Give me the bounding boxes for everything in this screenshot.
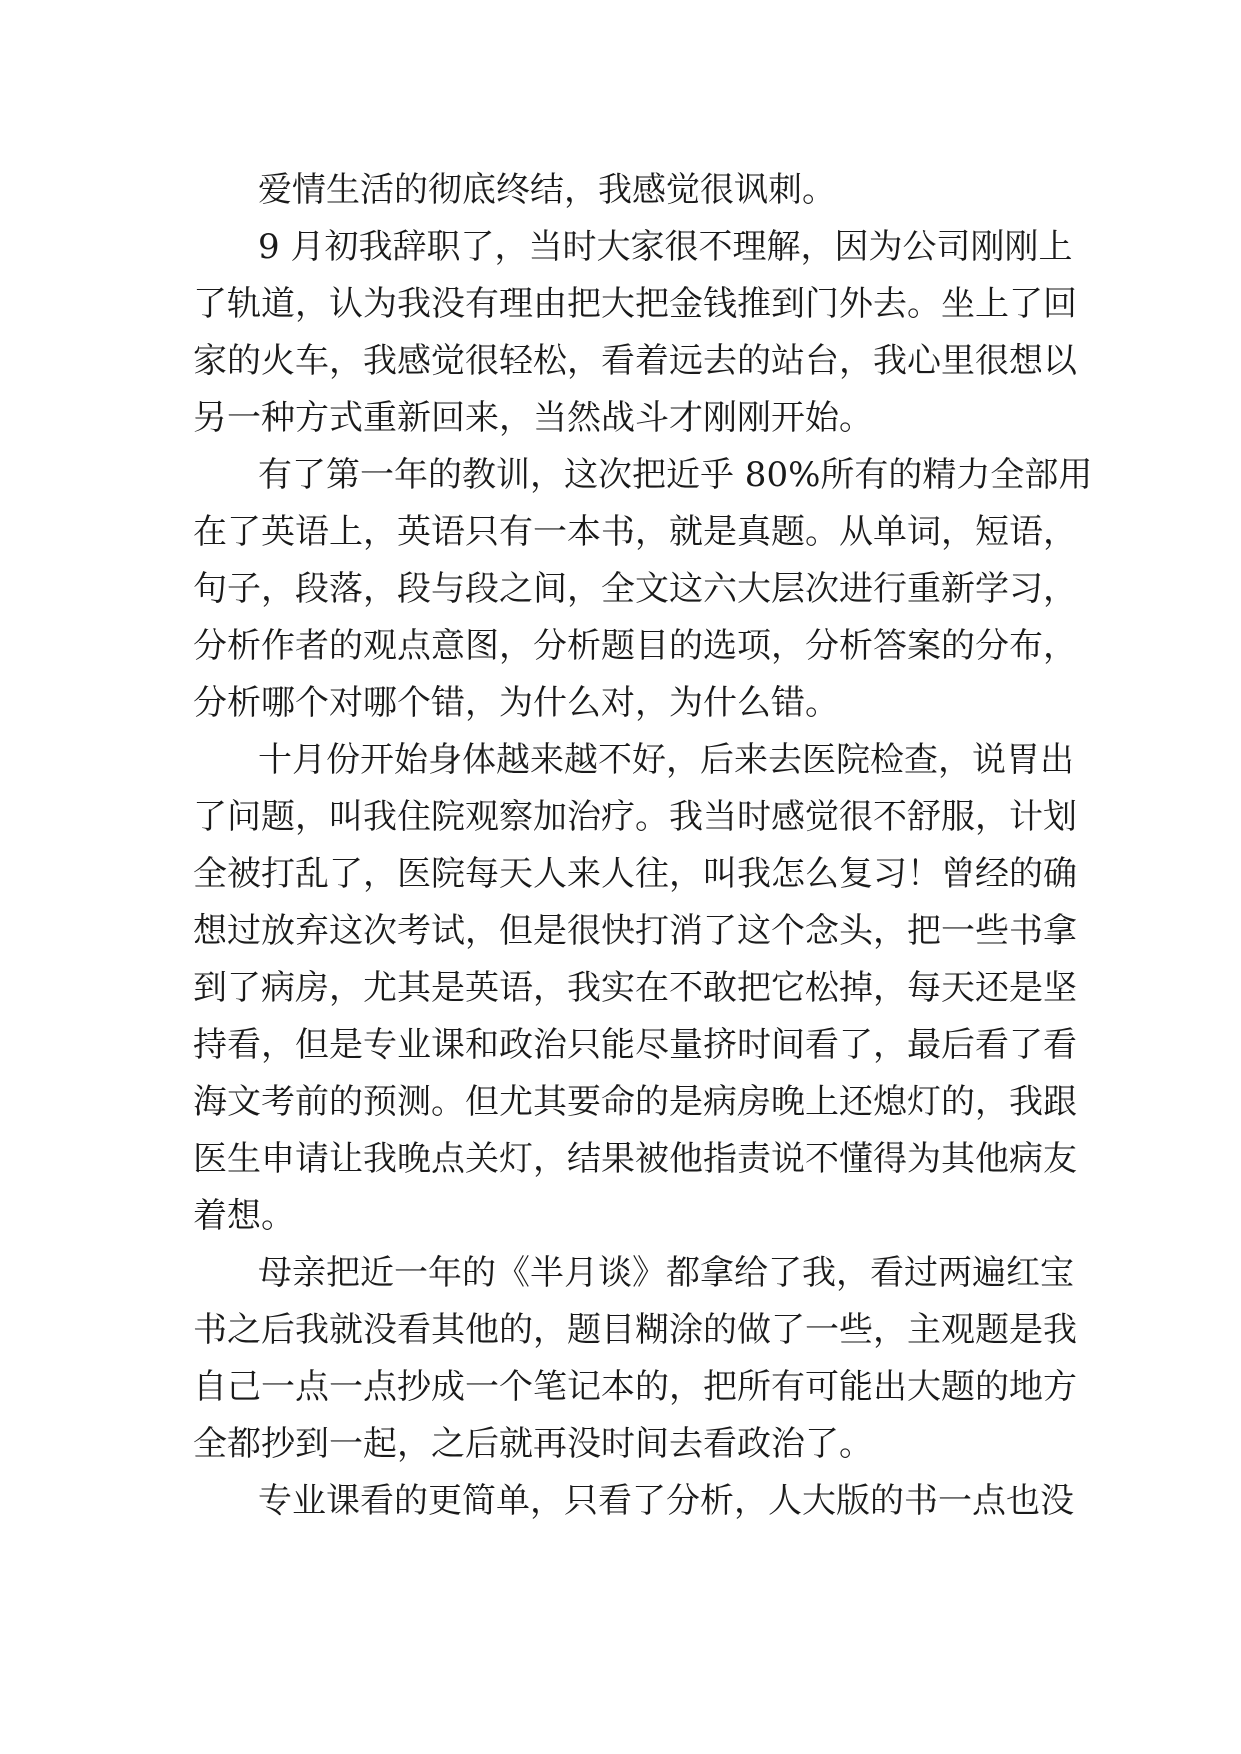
- text-line: 全都抄到一起，之后就再没时间去看政治了。: [193, 1424, 873, 1464]
- text-line: 医生申请让我晚点关灯，结果被他指责说不懂得为其他病友: [193, 1139, 1077, 1179]
- text-line: 专业课看的更简单，只看了分析，人大版的书一点也没: [258, 1481, 1074, 1521]
- text-line: 自己一点一点抄成一个笔记本的，把所有可能出大题的地方: [193, 1367, 1077, 1407]
- text-line: 母亲把近一年的《半月谈》都拿给了我，看过两遍红宝: [258, 1253, 1074, 1293]
- text-line: 句子，段落，段与段之间，全文这六大层次进行重新学习，: [193, 569, 1077, 609]
- text-line: 持看，但是专业课和政治只能尽量挤时间看了，最后看了看: [193, 1025, 1077, 1065]
- text-line: 另一种方式重新回来，当然战斗才刚刚开始。: [193, 398, 873, 438]
- text-line: 了问题，叫我住院观察加治疗。我当时感觉很不舒服，计划: [193, 797, 1077, 837]
- text-line: 分析哪个对哪个错，为什么对，为什么错。: [193, 683, 839, 723]
- text-line: 爱情生活的彻底终结，我感觉很讽刺。: [258, 170, 836, 210]
- text-line: 想过放弃这次考试，但是很快打消了这个念头，把一些书拿: [193, 911, 1077, 951]
- text-line: 家的火车，我感觉很轻松，看着远去的站台，我心里很想以: [193, 341, 1077, 381]
- text-line: 十月份开始身体越来越不好，后来去医院检查，说胃出: [258, 740, 1074, 780]
- text-line: 有了第一年的教训，这次把近乎 80%所有的精力全部用: [258, 455, 1093, 495]
- text-line: 海文考前的预测。但尤其要命的是病房晚上还熄灯的，我跟: [193, 1082, 1077, 1122]
- text-line: 在了英语上，英语只有一本书，就是真题。从单词，短语，: [193, 512, 1077, 552]
- text-line: 9 月初我辞职了，当时大家很不理解，因为公司刚刚上: [258, 227, 1073, 267]
- text-line: 全被打乱了，医院每天人来人往，叫我怎么复习！曾经的确: [193, 854, 1077, 894]
- text-line: 到了病房，尤其是英语，我实在不敢把它松掉，每天还是坚: [193, 968, 1077, 1008]
- text-line: 了轨道，认为我没有理由把大把金钱推到门外去。坐上了回: [193, 284, 1077, 324]
- text-line: 着想。: [193, 1196, 295, 1236]
- text-line: 分析作者的观点意图，分析题目的选项，分析答案的分布，: [193, 626, 1077, 666]
- text-line: 书之后我就没看其他的，题目糊涂的做了一些，主观题是我: [193, 1310, 1077, 1350]
